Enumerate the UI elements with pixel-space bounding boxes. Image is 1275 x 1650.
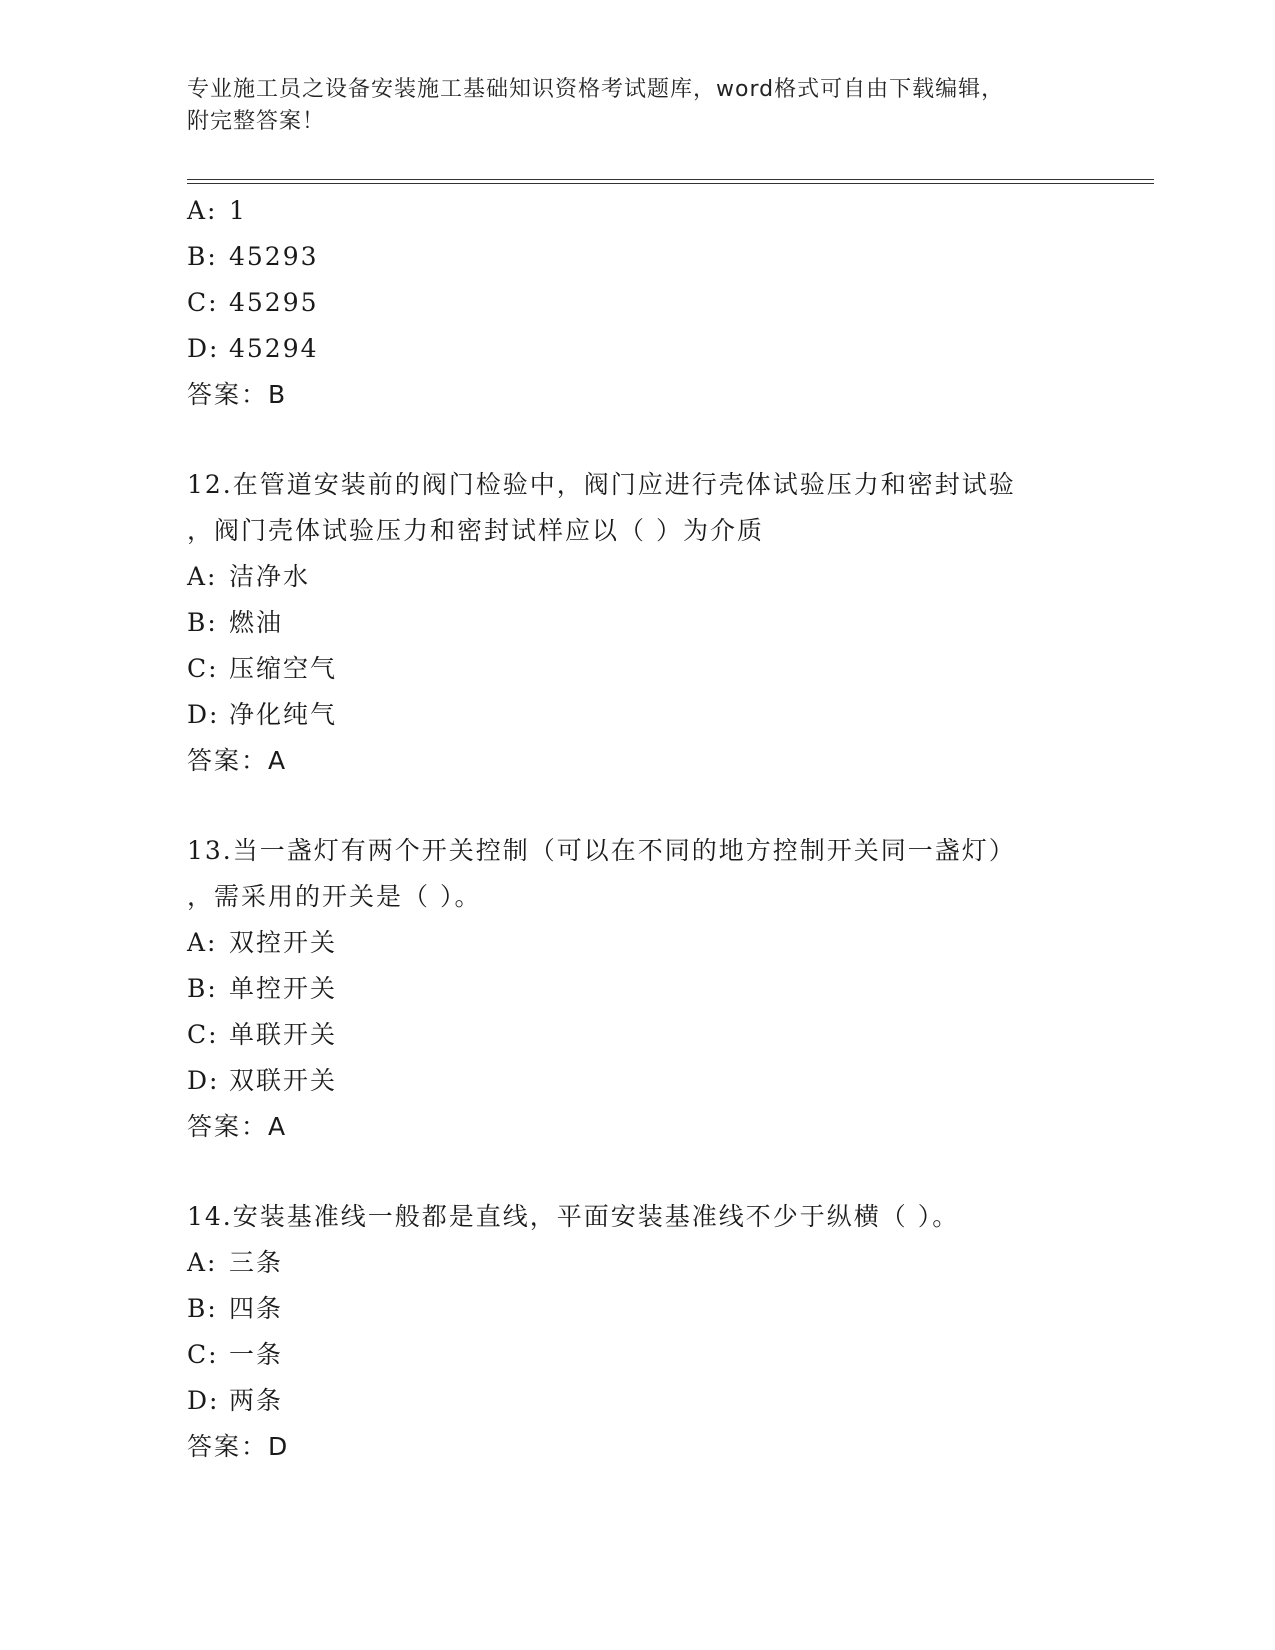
answer-line: 答案：B xyxy=(187,380,288,409)
answer-line: 答案：A xyxy=(187,1112,288,1141)
answer-line: 答案：D xyxy=(187,1432,290,1461)
header-divider-bottom xyxy=(187,183,1154,184)
question-12 xyxy=(187,462,1167,784)
option-b: B: 单控开关 xyxy=(187,974,338,1003)
option-b: B: 燃油 xyxy=(187,608,284,637)
option-d: D: 两条 xyxy=(187,1386,284,1415)
question-11 xyxy=(187,188,1167,418)
option-d: D: 净化纯气 xyxy=(187,700,338,729)
question-list xyxy=(187,188,1167,1470)
option-a: A: 1 xyxy=(187,196,247,225)
question-stem-line-2: ，阀门壳体试验压力和密封试样应以（ ）为介质 xyxy=(187,516,764,545)
question-stem-line-1: 14.安装基准线一般都是直线，平面安装基准线不少于纵横（ ）。 xyxy=(187,1202,960,1231)
header-divider-top xyxy=(187,179,1154,180)
question-14 xyxy=(187,1194,1167,1470)
question-stem-line-2: ，需采用的开关是（ ）。 xyxy=(187,882,482,911)
question-13 xyxy=(187,828,1167,1150)
document-header xyxy=(187,74,1087,138)
option-c: C: 单联开关 xyxy=(187,1020,338,1049)
option-c: C: 压缩空气 xyxy=(187,654,338,683)
header-line-2: 附完整答案！ xyxy=(187,109,326,134)
question-stem-line-1: 13.当一盏灯有两个开关控制（可以在不同的地方控制开关同一盏灯） xyxy=(187,836,1016,865)
option-a: A: 洁净水 xyxy=(187,562,311,591)
answer-line: 答案：A xyxy=(187,746,288,775)
option-b: B: 四条 xyxy=(187,1294,284,1323)
option-c: C: 一条 xyxy=(187,1340,284,1369)
option-d: D: 45294 xyxy=(187,334,319,363)
question-stem-line-1: 12.在管道安装前的阀门检验中，阀门应进行壳体试验压力和密封试验 xyxy=(187,470,1016,499)
option-c: C: 45295 xyxy=(187,288,319,317)
option-a: A: 双控开关 xyxy=(187,928,338,957)
header-line-1: 专业施工员之设备安装施工基础知识资格考试题库，word格式可自由下载编辑， xyxy=(187,77,1005,102)
option-a: A: 三条 xyxy=(187,1248,284,1277)
option-b: B: 45293 xyxy=(187,242,319,271)
option-d: D: 双联开关 xyxy=(187,1066,338,1095)
